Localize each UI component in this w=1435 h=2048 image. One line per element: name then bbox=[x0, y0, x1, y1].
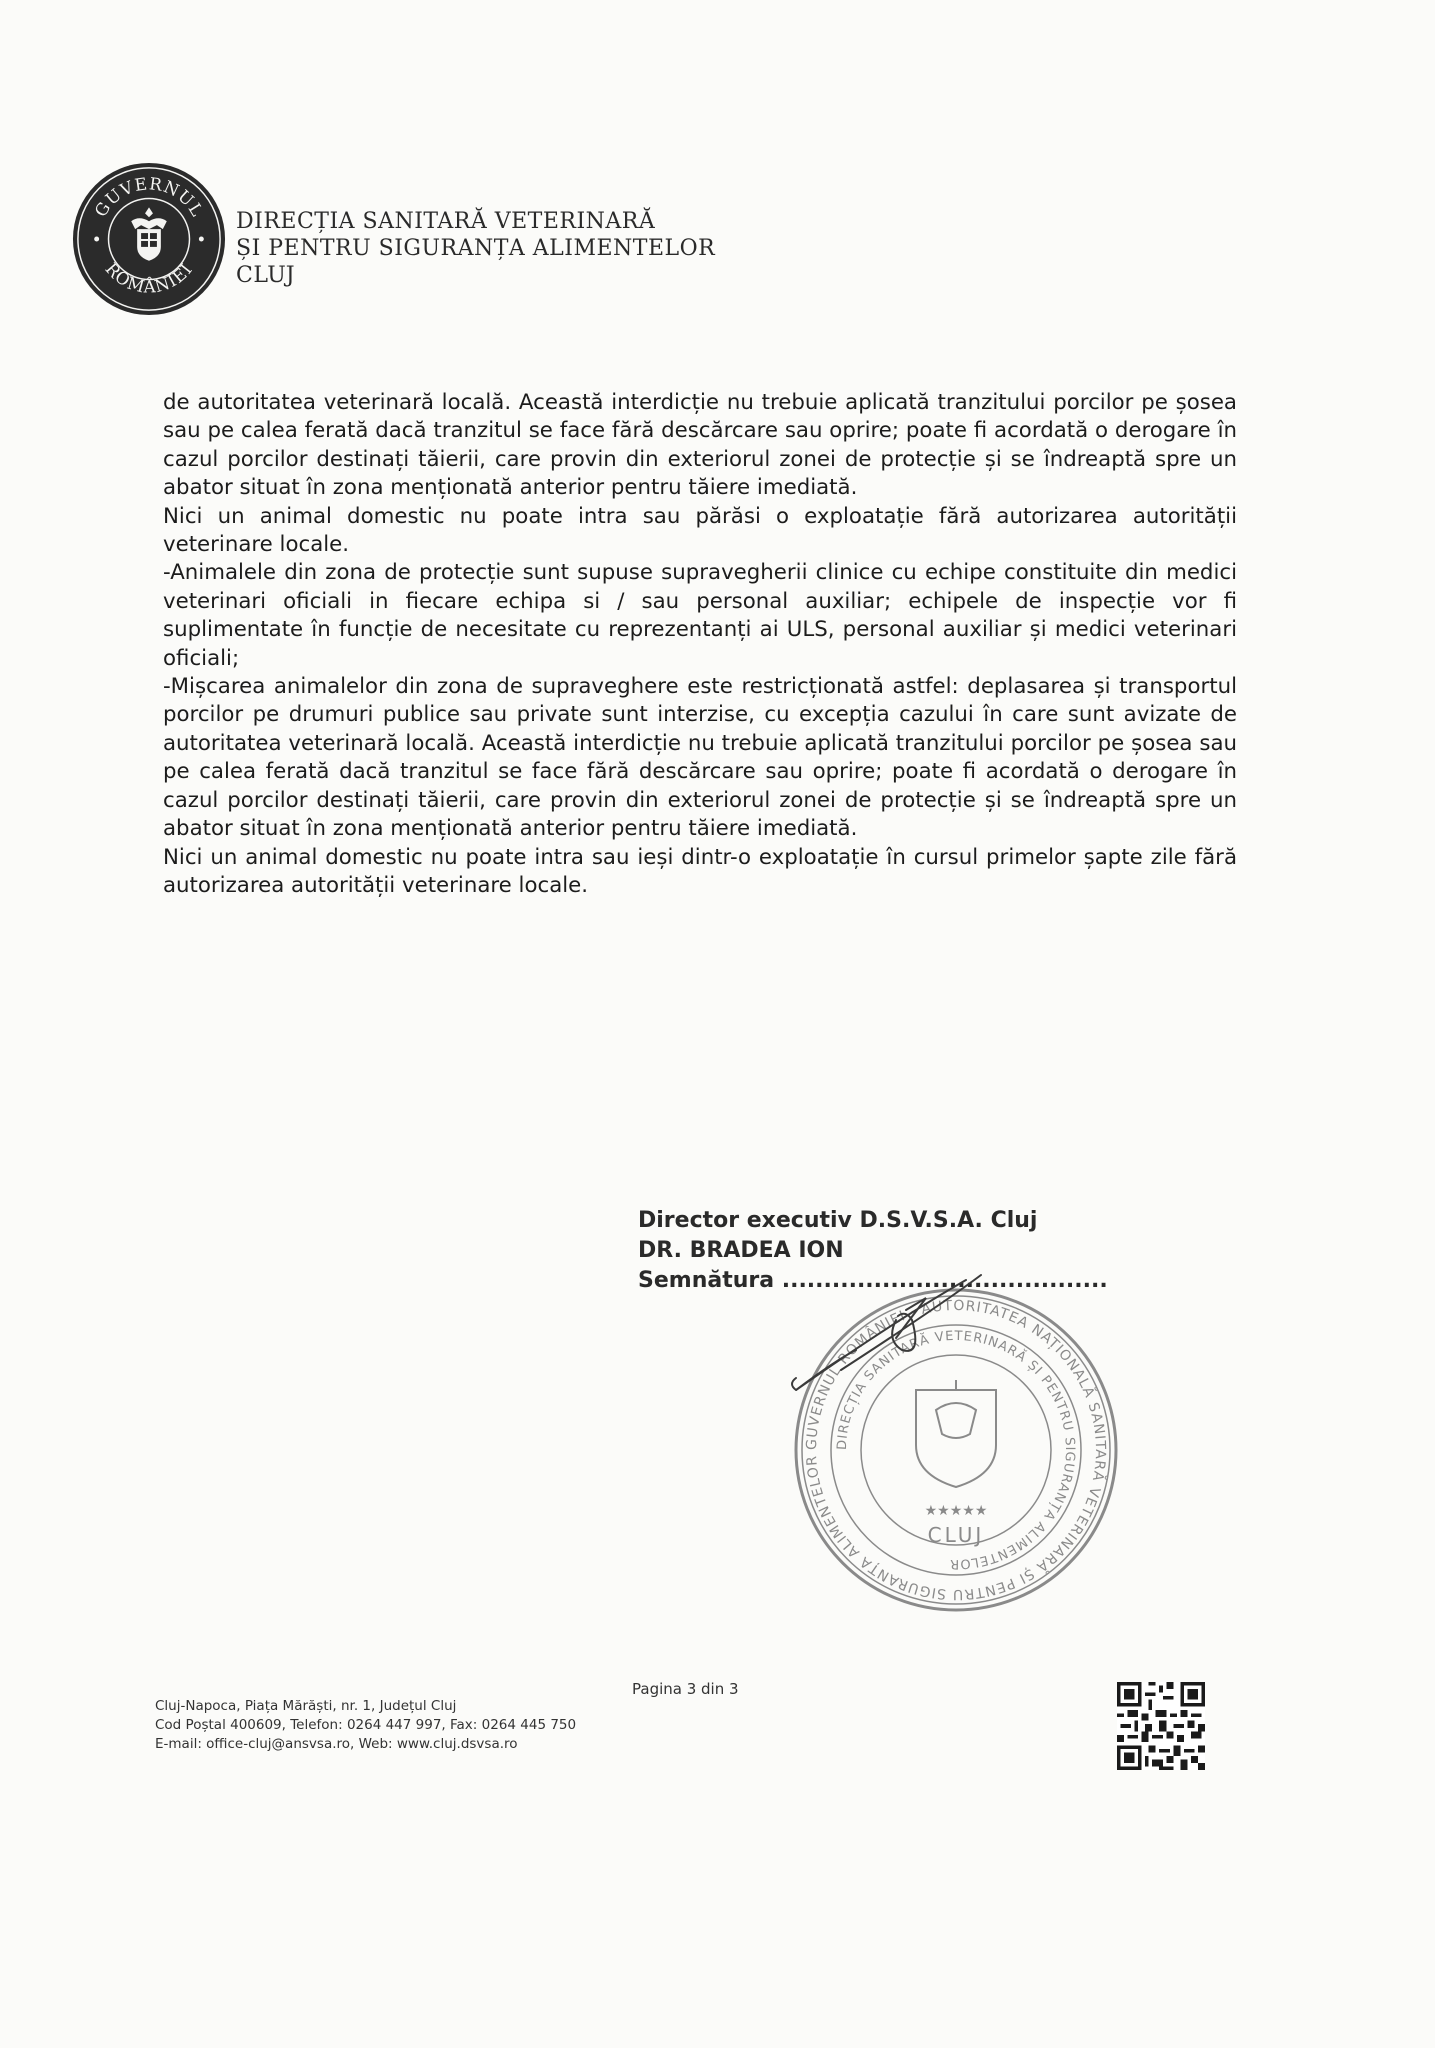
official-stamp-icon bbox=[776, 1270, 1136, 1630]
body-paragraph-3: -Animalele din zona de protecție sunt supuse supravegherii clinice cu echipe constituite din medici veterinari oficiali in fiecare echipa si / sau personal auxiliar; echipele de inspecție vor fi suplimentate în funcție de necesitate cu reprezentanți ai ULS, personal auxiliar și medici veterinari oficiali; bbox=[163, 560, 1237, 671]
header-line-3: CLUJ bbox=[236, 263, 296, 288]
seal-top-text: GUVERNUL bbox=[90, 173, 208, 221]
signatory-title: Director executiv D.S.V.S.A. Cluj bbox=[638, 1208, 1038, 1233]
document-body bbox=[163, 389, 1237, 900]
header-line-2: ȘI PENTRU SIGURANȚA ALIMENTELOR bbox=[236, 236, 716, 261]
footer-address: Cluj-Napoca, Piața Mărăști, nr. 1, Județul Cluj bbox=[155, 1698, 457, 1714]
body-paragraph-4: -Mișcarea animalelor din zona de supraveghere este restricționată astfel: deplasarea și transportul porcilor pe drumuri publice sau private sunt interzise, cu excepția cazului în care sunt avizate de autoritatea veterinară locală. Această interdicție nu trebuie aplicată tranzitului porcilor pe șosea sau pe calea ferată dacă tranzitul se face fără descărcare sau oprire; poate fi acordată o derogare în cazul porcilor destinați tăierii, care provin din exteriorul zonei de protecție și se îndreaptă spre un abator situat în zona menționată anterior pentru tăiere imediată. bbox=[163, 674, 1237, 842]
stamp-inner-text: DIRECȚIA SANITARĂ VETERINARĂ ȘI PENTRU SIGURANȚA ALIMENTELOR bbox=[834, 1328, 1078, 1572]
signatory-name: DR. BRADEA ION bbox=[638, 1238, 844, 1263]
stamp-stars: ★★★★★ bbox=[924, 1503, 988, 1519]
footer-postal-phone: Cod Poștal 400609, Telefon: 0264 447 997, Fax: 0264 445 750 bbox=[155, 1717, 577, 1733]
institution-header bbox=[236, 208, 715, 289]
body-paragraph-1: de autoritatea veterinară locală. Această interdicție nu trebuie aplicată tranzitului porcilor pe șosea sau pe calea ferată dacă tranzitul se face fără descărcare sau oprire; poate fi acordată o derogare în cazul porcilor destinați tăierii, care provin din exteriorul zonei de protecție și se îndreaptă spre un abator situat în zona menționată anterior pentru tăiere imediată. bbox=[163, 390, 1237, 501]
seal-bottom-text: ROMÂNIEI bbox=[101, 258, 197, 297]
qr-code-icon bbox=[1117, 1682, 1205, 1770]
body-paragraph-5: Nici un animal domestic nu poate intra sau ieși dintr-o exploatație în cursul primelor șapte zile fără autorizarea autorității veterinare locale. bbox=[163, 844, 1237, 898]
page-number: Pagina 3 din 3 bbox=[632, 1680, 739, 1698]
guvernul-romaniei-seal-icon bbox=[70, 160, 228, 318]
stamp-outer-text: GUVERNUL ROMÂNIEI · AUTORITATEA NAȚIONALĂ SANITARĂ VETERINARĂ ȘI PENTRU SIGURANȚA ALIMENTELOR bbox=[803, 1297, 1109, 1603]
stamp-city: CLUJ bbox=[927, 1523, 985, 1547]
signature-label: Semnătura ....................................... bbox=[638, 1268, 1108, 1293]
header-line-1: DIRECȚIA SANITARĂ VETERINARĂ bbox=[236, 209, 656, 234]
body-paragraph-2: Nici un animal domestic nu poate intra sau părăsi o exploatație fără autorizarea autorității veterinare locale. bbox=[163, 503, 1237, 558]
footer-email-web: E-mail: office-cluj@ansvsa.ro, Web: www.cluj.dsvsa.ro bbox=[155, 1736, 518, 1752]
footer-contact bbox=[155, 1697, 576, 1754]
